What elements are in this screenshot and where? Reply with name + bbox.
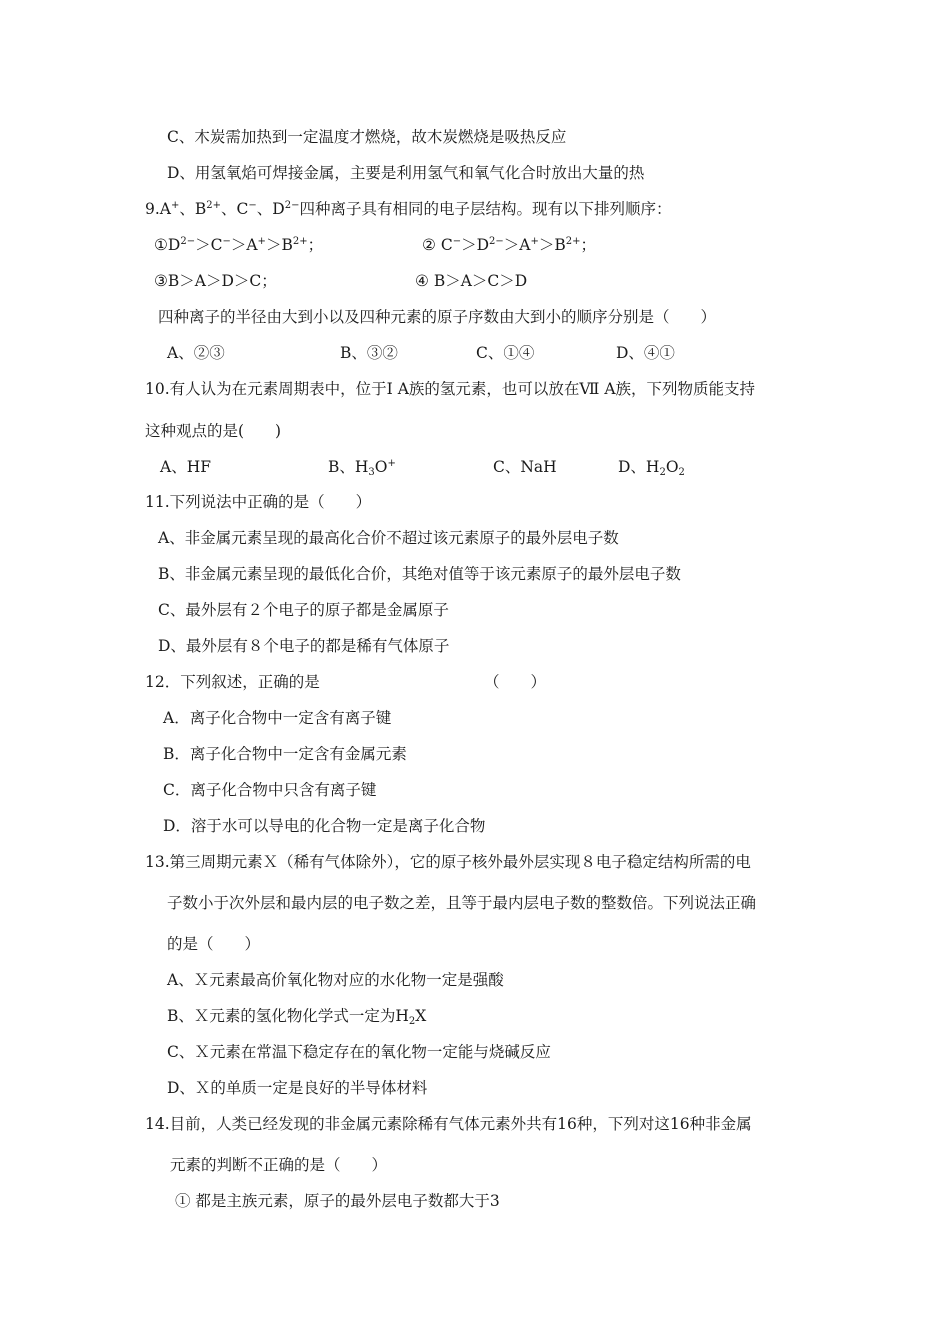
q12-option-a: A．离子化合物中一定含有离子键 <box>163 709 392 727</box>
q11-option-c: C、最外层有２个电子的原子都是金属原子 <box>158 601 449 619</box>
q13-stem-line-2: 子数小于次外层和最内层的电子数之差，且等于最内层电子数的整数倍。下列说法正确 <box>167 894 757 912</box>
q13-option-a: A、Ｘ元素最高价氧化物对应的水化物一定是强酸 <box>167 971 504 989</box>
q12-stem: 12．下列叙述，正确的是 <box>145 673 320 691</box>
q9-option-c: C、①④ <box>476 344 535 362</box>
q10-option-b: B、$H_3O^+$ <box>328 458 396 478</box>
q14-stem-line-1: 14.目前，人类已经发现的非金属元素除稀有气体元素外共有16种，下列对这16种非金属 <box>145 1115 752 1133</box>
q13-stem-line-1: 13.第三周期元素Ｘ（稀有气体除外），它的原子核外最外层实现８电子稳定结构所需的电 <box>145 853 751 871</box>
q9-option-b: B、③② <box>340 344 398 362</box>
q13-option-c: C、Ｘ元素在常温下稳定存在的氧化物一定能与烧碱反应 <box>167 1043 551 1061</box>
q13-option-d: D、Ｘ的单质一定是良好的半导体材料 <box>167 1079 428 1097</box>
q10-stem-line-1: 10.有人认为在元素周期表中，位于Ⅰ A族的氢元素，也可以放在Ⅶ A族，下列物质能支持 <box>145 380 756 398</box>
q9-question: 四种离子的半径由大到小以及四种元素的原子序数由大到小的顺序分别是（ ） <box>158 308 717 326</box>
q9-sequence-4: ④ B＞A＞C＞D <box>415 272 528 290</box>
q9-stem: 9.A+、$B^{2+}$、C−、$D^{2-}$四种离子具有相同的电子层结构。现有以下排列顺序： <box>145 200 672 218</box>
q14-stem-line-2: 元素的判断不正确的是（ ） <box>170 1156 388 1174</box>
q12-option-d: D．溶于水可以导电的化合物一定是离子化合物 <box>163 817 486 835</box>
q10-option-a: A、HF <box>160 458 211 476</box>
q12-option-b: B．离子化合物中一定含有金属元素 <box>163 745 407 763</box>
q10-stem-line-2: 这种观点的是( ) <box>145 422 282 440</box>
q12-answer-paren: （ ） <box>484 673 547 691</box>
q14-item-1: ① 都是主族元素，原子的最外层电子数都大于3 <box>175 1192 500 1210</box>
q9-sequence-2: ② $C^->D^{2-}>A^+>B^{2+}$； <box>422 236 597 254</box>
q13-stem-line-3: 的是（ ） <box>167 935 261 953</box>
q9-sequence-3: ③B＞A＞D＞C； <box>154 272 277 290</box>
q10-option-c: C、NaH <box>493 458 557 476</box>
q8-option-c: C、木炭需加热到一定温度才燃烧，故木炭燃烧是吸热反应 <box>167 128 567 146</box>
q12-option-c: C．离子化合物中只含有离子键 <box>163 781 377 799</box>
q8-option-d: D、用氢氧焰可焊接金属，主要是利用氢气和氧气化合时放出大量的热 <box>167 164 645 182</box>
q11-option-b: B、非金属元素呈现的最低化合价，其绝对值等于该元素原子的最外层电子数 <box>158 565 681 583</box>
q11-option-d: D、最外层有８个电子的都是稀有气体原子 <box>158 637 450 655</box>
q11-option-a: A、非金属元素呈现的最高化合价不超过该元素原子的最外层电子数 <box>158 529 619 547</box>
q9-option-d: D、④① <box>616 344 675 362</box>
q9-sequence-1: $①D^{2-}>C^->A^+>B^{2+}$； <box>154 236 324 254</box>
q11-stem: 11.下列说法中正确的是（ ） <box>145 493 372 511</box>
q9-option-a: A、②③ <box>167 344 225 362</box>
q10-option-d: D、$H_2O_2$ <box>618 458 685 478</box>
q13-option-b: B、Ｘ元素的氢化物化学式一定为$H_2X$ <box>167 1007 427 1027</box>
